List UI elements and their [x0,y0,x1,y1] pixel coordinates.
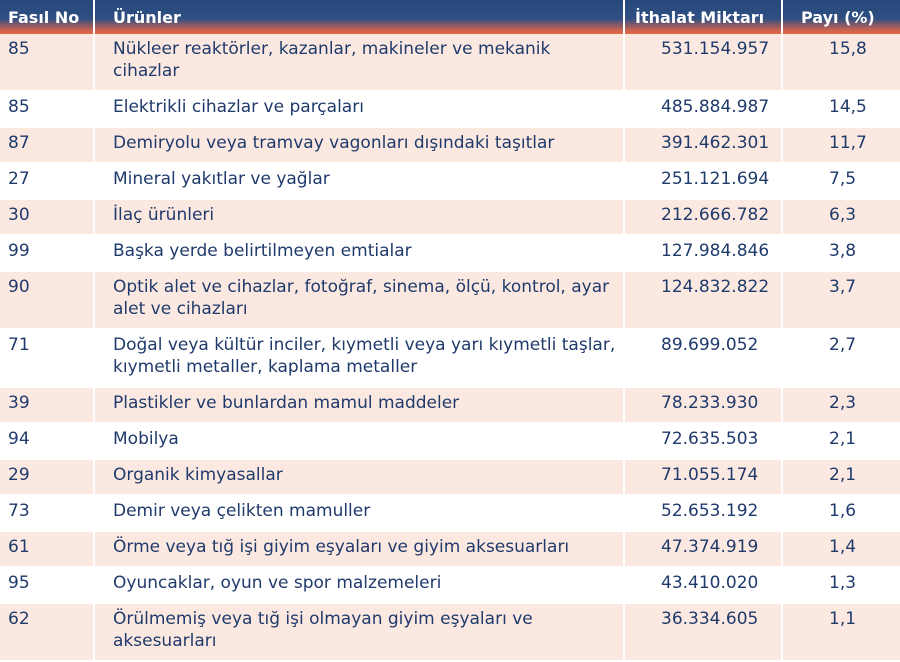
table-header [0,0,900,34]
cell-code: 39 [0,388,95,424]
cell-quantity: 485.884.987 [625,92,783,128]
cell-product: Oyuncaklar, oyun ve spor malzemeleri [95,568,625,604]
cell-product: İlaç ürünleri [95,200,625,236]
table-row [0,92,900,128]
table-row [0,388,900,424]
cell-product: Optik alet ve cihazlar, fotoğraf, sinema, ölçü, kontrol, ayar alet ve cihazları [95,272,625,330]
cell-product: Mobilya [95,424,625,460]
cell-code: 30 [0,200,95,236]
table-row [0,236,900,272]
cell-quantity: 72.635.503 [625,424,783,460]
table-row [0,128,900,164]
cell-share: 1,1 [783,604,900,662]
cell-share: 15,8 [783,34,900,92]
cell-share: 1,6 [783,496,900,532]
table-row [0,532,900,568]
cell-quantity: 531.154.957 [625,34,783,92]
table-row [0,568,900,604]
cell-product: Elektrikli cihazlar ve parçaları [95,92,625,128]
cell-quantity: 43.410.020 [625,568,783,604]
cell-product: Başka yerde belirtilmeyen emtialar [95,236,625,272]
cell-share: 2,1 [783,460,900,496]
header-product: Ürünler [95,0,625,34]
cell-code: 90 [0,272,95,330]
cell-quantity: 251.121.694 [625,164,783,200]
cell-code: 85 [0,34,95,92]
cell-code: 61 [0,532,95,568]
table-row [0,424,900,460]
cell-product: Nükleer reaktörler, kazanlar, makineler ve mekanik cihazlar [95,34,625,92]
cell-quantity: 124.832.822 [625,272,783,330]
cell-product: Örme veya tığ işi giyim eşyaları ve giyim aksesuarları [95,532,625,568]
cell-quantity: 71.055.174 [625,460,783,496]
table-row [0,330,900,388]
cell-product: Plastikler ve bunlardan mamul maddeler [95,388,625,424]
cell-code: 73 [0,496,95,532]
cell-code: 27 [0,164,95,200]
cell-quantity: 36.334.605 [625,604,783,662]
cell-product: Organik kimyasallar [95,460,625,496]
cell-share: 3,8 [783,236,900,272]
table-row [0,200,900,236]
table-row [0,460,900,496]
cell-quantity: 47.374.919 [625,532,783,568]
table-row [0,272,900,330]
cell-share: 2,7 [783,330,900,388]
cell-code: 62 [0,604,95,662]
cell-quantity: 127.984.846 [625,236,783,272]
cell-quantity: 78.233.930 [625,388,783,424]
cell-share: 6,3 [783,200,900,236]
cell-quantity: 52.653.192 [625,496,783,532]
header-code: Fasıl No [0,0,95,34]
cell-product: Örülmemiş veya tığ işi olmayan giyim eşyaları ve aksesuarları [95,604,625,662]
cell-code: 29 [0,460,95,496]
cell-product: Demir veya çelikten mamuller [95,496,625,532]
cell-code: 71 [0,330,95,388]
header-share: Payı (%) [783,0,900,34]
cell-quantity: 89.699.052 [625,330,783,388]
table-body [0,34,900,662]
table-row [0,34,900,92]
table-row [0,496,900,532]
cell-code: 99 [0,236,95,272]
cell-code: 95 [0,568,95,604]
table-row [0,164,900,200]
cell-code: 85 [0,92,95,128]
cell-product: Mineral yakıtlar ve yağlar [95,164,625,200]
cell-share: 11,7 [783,128,900,164]
cell-share: 2,1 [783,424,900,460]
cell-product: Demiryolu veya tramvay vagonları dışındaki taşıtlar [95,128,625,164]
cell-product: Doğal veya kültür inciler, kıymetli veya yarı kıymetli taşlar, kıymetli metaller, kaplama metaller [95,330,625,388]
cell-share: 14,5 [783,92,900,128]
table-row [0,604,900,662]
cell-code: 94 [0,424,95,460]
cell-share: 2,3 [783,388,900,424]
cell-share: 7,5 [783,164,900,200]
cell-share: 1,3 [783,568,900,604]
header-row [0,0,900,34]
cell-share: 3,7 [783,272,900,330]
header-quantity: İthalat Miktarı [625,0,783,34]
cell-quantity: 391.462.301 [625,128,783,164]
cell-code: 87 [0,128,95,164]
cell-quantity: 212.666.782 [625,200,783,236]
cell-share: 1,4 [783,532,900,568]
